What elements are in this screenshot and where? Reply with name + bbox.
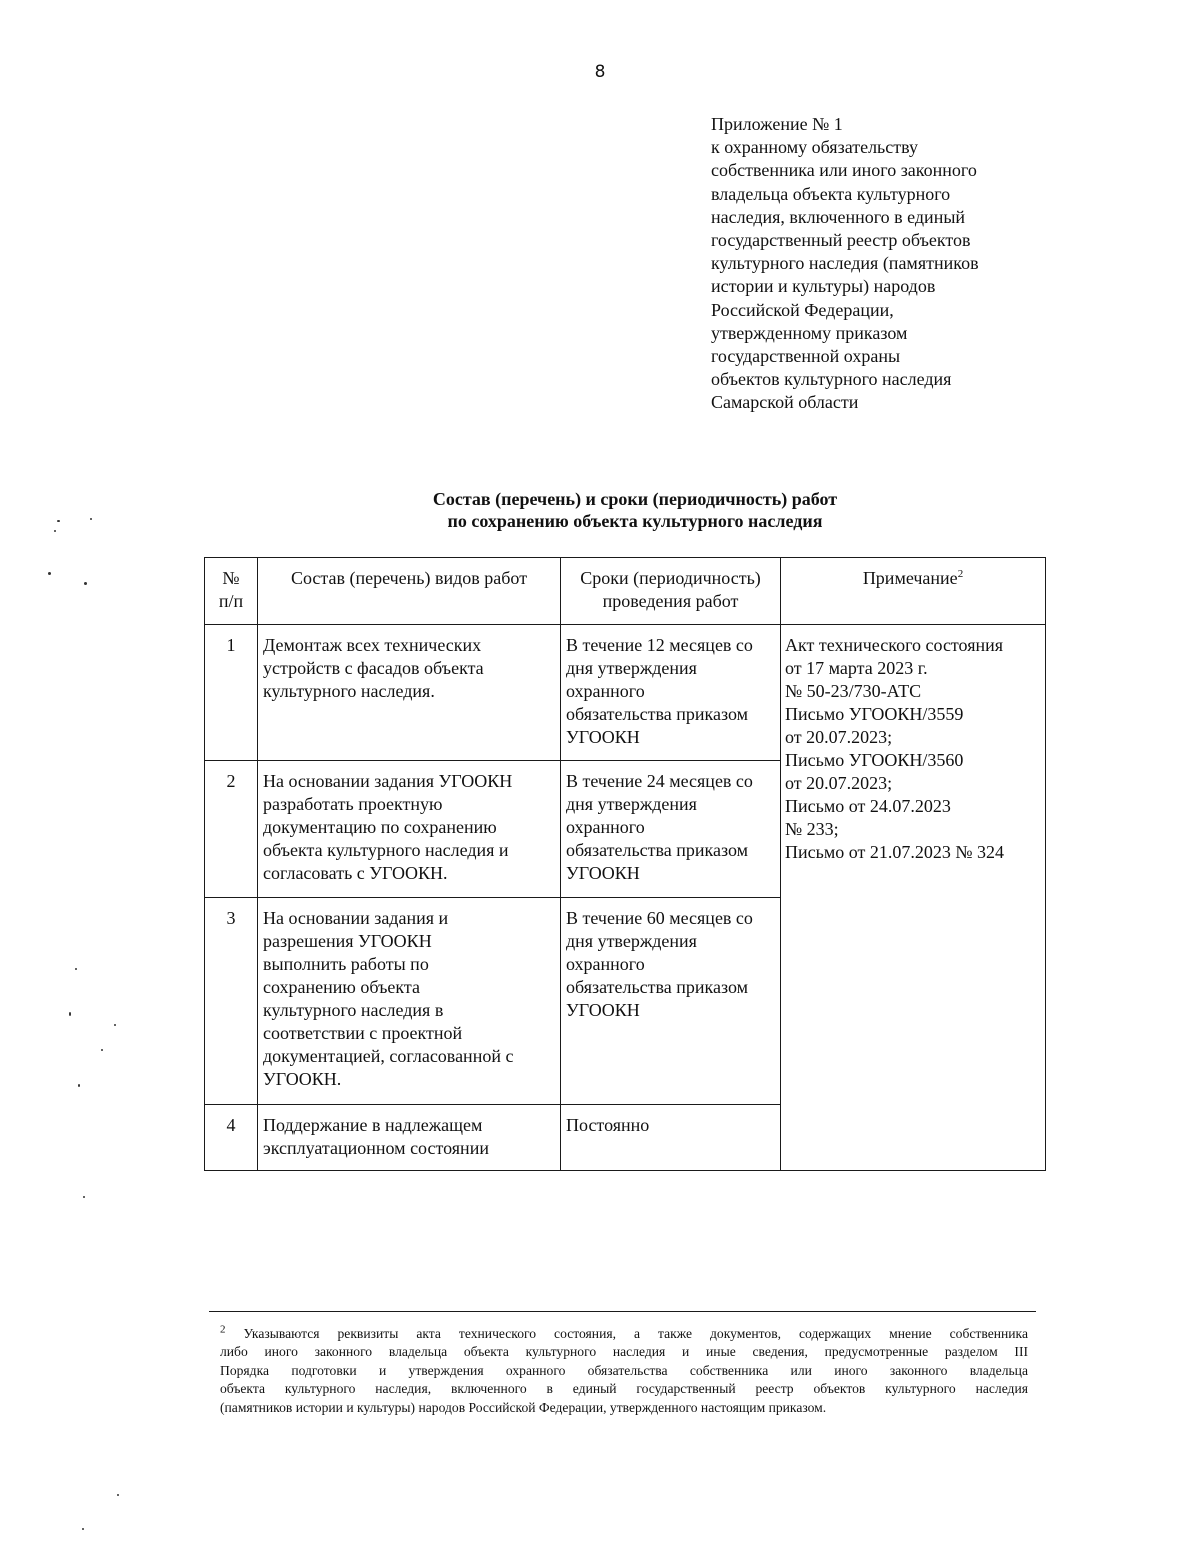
row-works: Поддержание в надлежащем эксплуатационном состоянии — [258, 1105, 561, 1171]
footnote-line: либо иного законного владельца объекта культурного наследия и иные сведения, предусмотренные разделом III — [220, 1344, 1028, 1360]
appendix-line: государственной охраны — [711, 346, 901, 367]
row-terms: Постоянно — [561, 1105, 781, 1171]
scan-speck — [69, 1012, 71, 1016]
scan-speck — [54, 530, 56, 532]
row-terms: В течение 60 месяцев со дня утверждения охранного обязательства приказом УГООКН — [561, 898, 781, 1105]
row-works: Демонтаж всех технических устройств с фасадов объекта культурного наследия. — [258, 625, 561, 761]
document-title-line1: Состав (перечень) и сроки (периодичность) работ — [432, 489, 838, 509]
scan-speck — [101, 1049, 103, 1051]
appendix-line: Самарской области — [711, 392, 859, 413]
footnote-line: (памятников истории и культуры) народов Российской Федерации, утвержденного настоящим приказом. — [220, 1399, 827, 1415]
footnote-line: $^2$ Указываются реквизиты акта технического состояния, а также документов, содержащих мнение собственника — [220, 1323, 1028, 1341]
appendix-line: владельца объекта культурного — [711, 183, 951, 204]
row-works: На основании задания УГООКН разработать проектную документацию по сохранению объекта культурного наследия и согласовать с УГООКН. — [258, 761, 561, 898]
appendix-heading — [711, 113, 1051, 415]
appendix-line: Приложение № 1 — [711, 114, 843, 134]
row-number: 2 — [205, 761, 258, 898]
scan-speck — [84, 582, 87, 585]
header-number: № п/п — [205, 558, 258, 625]
row-number: 1 — [205, 625, 258, 761]
row-number: 4 — [205, 1105, 258, 1171]
row-terms: В течение 12 месяцев со дня утверждения охранного обязательства приказом УГООКН — [561, 625, 781, 761]
scan-speck — [117, 1494, 119, 1496]
header-note: Примечание$^2$ — [781, 558, 1046, 625]
table-row — [205, 625, 1046, 761]
appendix-line: к охранному обязательству — [711, 137, 919, 158]
row-number: 3 — [205, 898, 258, 1105]
appendix-line: утвержденному приказом — [711, 322, 908, 343]
scan-speck — [75, 968, 77, 970]
document-title-line2: по сохранению объекта культурного наследия — [447, 511, 823, 531]
scan-speck — [78, 1084, 80, 1087]
footnote-mark: 2 — [220, 1323, 226, 1336]
footnote-separator — [209, 1311, 1036, 1312]
header-works: Состав (перечень) видов работ — [258, 558, 561, 625]
header-terms: Сроки (периодичность) проведения работ — [561, 558, 781, 625]
scan-speck — [48, 572, 51, 575]
appendix-line: государственный реестр объектов — [711, 230, 971, 251]
footnote-reference: 2 — [957, 568, 964, 580]
appendix-line: Российской Федерации, — [711, 299, 894, 320]
scan-speck — [114, 1024, 116, 1026]
row-terms: В течение 24 месяцев со дня утверждения охранного обязательства приказом УГООКН — [561, 761, 781, 898]
scan-speck — [57, 520, 60, 522]
works-table — [204, 557, 1046, 1171]
table-header-row — [205, 558, 1046, 625]
document-title — [0, 488, 1200, 532]
scan-speck — [90, 518, 92, 520]
footnote-line: Порядка подготовки и утверждения охранного обязательства собственника или иного законного владельца — [220, 1362, 1028, 1378]
row-works: На основании задания и разрешения УГООКН выполнить работы по сохранению объекта культурного наследия в соответствии с проектной документацией, согласованной с УГООКН. — [258, 898, 561, 1105]
appendix-line: объектов культурного наследия — [711, 369, 952, 390]
appendix-line: собственника или иного законного — [711, 160, 977, 181]
appendix-line: культурного наследия (памятников — [711, 253, 979, 274]
footnote-line: объекта культурного наследия, включенного в единый государственный реестр объектов культурного наследия — [220, 1381, 1028, 1397]
appendix-line: истории и культуры) народов — [711, 276, 936, 297]
note-cell: Акт технического состояния от 17 марта 2023 г. № 50-23/730-АТС Письмо УГООКН/3559 от 20.07.2023; Письмо УГООКН/3560 от 20.07.2023; Письмо от 24.07.2023 № 233; Письмо от 21.07.2023 № 324 — [781, 625, 1046, 1171]
scan-speck — [83, 1196, 85, 1198]
appendix-line: наследия, включенного в единый — [711, 206, 966, 227]
scan-speck — [82, 1528, 84, 1530]
page-number: 8 — [594, 62, 606, 82]
footnote — [220, 1325, 1028, 1417]
